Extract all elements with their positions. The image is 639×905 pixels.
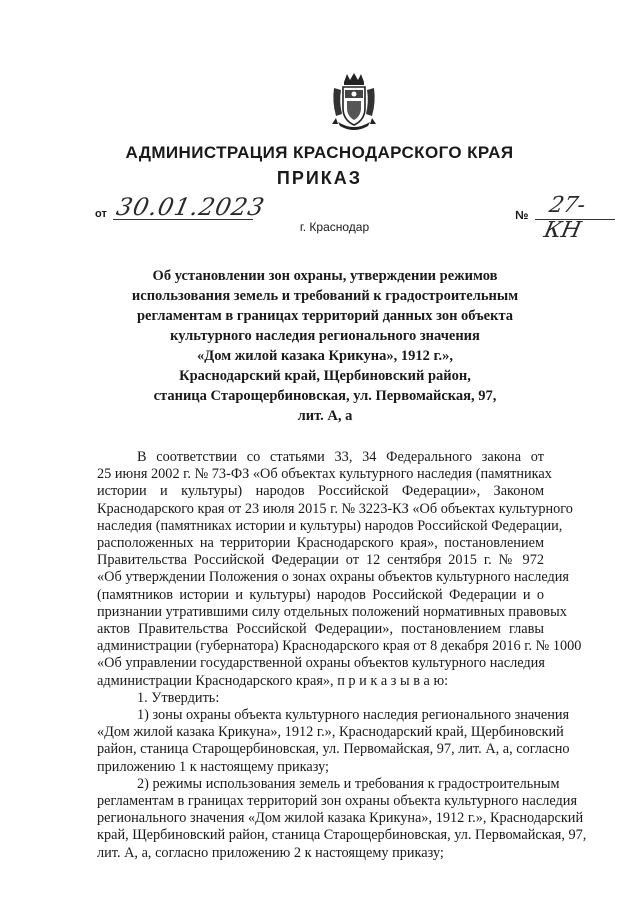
body-line: В соответствии со статьями 33, 34 Федерального закона от bbox=[137, 449, 544, 465]
organization-title: АДМИНИСТРАЦИЯ КРАСНОДАРСКОГО КРАЯ bbox=[125, 143, 514, 162]
body-line: край, Щербиновский район, станица Старощербиновская, ул. Первомайская, 97, bbox=[97, 827, 587, 844]
item-1-heading bbox=[97, 690, 544, 707]
item-1-2-paragraph bbox=[97, 775, 587, 862]
body-line: 1. Утвердить: bbox=[137, 689, 220, 706]
body-line: район, станица Старощербиновская, ул. Первомайская, 97, лит. А, а, согласно bbox=[97, 741, 570, 758]
body-line: администрации Краснодарского края», п р и к а з ы в а ю: bbox=[97, 672, 449, 689]
body-line: 25 июня 2002 г. № 73-ФЗ «Об объектах культурного наследия (памятниках bbox=[97, 466, 552, 483]
body-line: истории и культуры) народов Российской Федерации», Законом bbox=[97, 483, 544, 500]
number-prefix: № bbox=[515, 208, 529, 222]
body-line: лит. А, а, согласно приложению 2 к настоящему приказу; bbox=[97, 844, 444, 861]
city: г. Краснодар bbox=[299, 220, 370, 234]
body-line: наследия (памятниках истории и культуры) народов Российской Федерации, bbox=[97, 517, 563, 534]
body-line: расположенных на территории Краснодарского края», постановлением bbox=[97, 535, 544, 552]
subject-line: использования земель и требований к градостроительным bbox=[131, 288, 519, 304]
body-line: администрации (губернатора) Краснодарского края от 8 декабря 2016 г. № 1000 bbox=[97, 638, 582, 655]
document-type: ПРИКАЗ bbox=[276, 168, 363, 188]
subject-line: «Дом жилой казака Крикуна», 1912 г.», bbox=[197, 348, 453, 364]
body-line: (памятников истории и культуры) народов Российской Федерации и о bbox=[97, 586, 544, 603]
body-line: 1) зоны охраны объекта культурного наследия регионального значения bbox=[137, 707, 570, 724]
body-line: Краснодарского края от 23 июля 2015 г. № 3223-КЗ «Об объектах культурного bbox=[97, 500, 573, 517]
body-line: «Об утверждении Положения о зонах охраны объектов культурного наследия bbox=[97, 569, 570, 586]
subject-line: культурного наследия регионального значения bbox=[170, 328, 480, 344]
subject-line: Краснодарский край, Щербиновский район, bbox=[179, 368, 471, 384]
body-line: «Дом жилой казака Крикуна», 1912 г.», Краснодарский край, Щербиновский bbox=[97, 724, 564, 741]
body-line: актов Правительства Российской Федерации», постановлением главы bbox=[97, 621, 544, 638]
subject-line: лит. А, а bbox=[297, 408, 353, 424]
handwritten-date: 30.01.2023 bbox=[114, 193, 268, 221]
body-line: регламентам в границах территорий зон охраны объекта культурного наследия bbox=[97, 793, 578, 810]
body-line: приложению 1 к настоящему приказу; bbox=[97, 758, 329, 775]
item-1-1-paragraph bbox=[97, 707, 570, 776]
krasnodar-coat-of-arms-icon bbox=[330, 72, 378, 132]
preamble-paragraph bbox=[97, 449, 582, 690]
order-subject bbox=[100, 266, 550, 426]
body-line: регионального значения «Дом жилой казака Крикуна», 1912 г.», Краснодарский bbox=[97, 810, 584, 827]
handwritten-number: 27-КН bbox=[541, 193, 588, 243]
body-line: 2) режимы использования земель и требования к градостроительным bbox=[137, 775, 560, 792]
subject-line: станица Старощербиновская, ул. Первомайская, 97, bbox=[153, 388, 497, 404]
body-line: признании утратившими силу отдельных положений нормативных правовых bbox=[97, 603, 567, 620]
subject-line: регламентам в границах территорий данных зон объекта bbox=[136, 308, 513, 324]
subject-line: Об установлении зон охраны, утверждении режимов bbox=[152, 268, 498, 284]
order-body bbox=[97, 449, 587, 862]
body-line: «Об управлении государственной охраны объектов культурного наследия bbox=[97, 655, 545, 672]
body-line: Правительства Российской Федерации от 12 сентября 2015 г. № 972 bbox=[97, 552, 544, 569]
date-prefix: от bbox=[95, 208, 107, 220]
